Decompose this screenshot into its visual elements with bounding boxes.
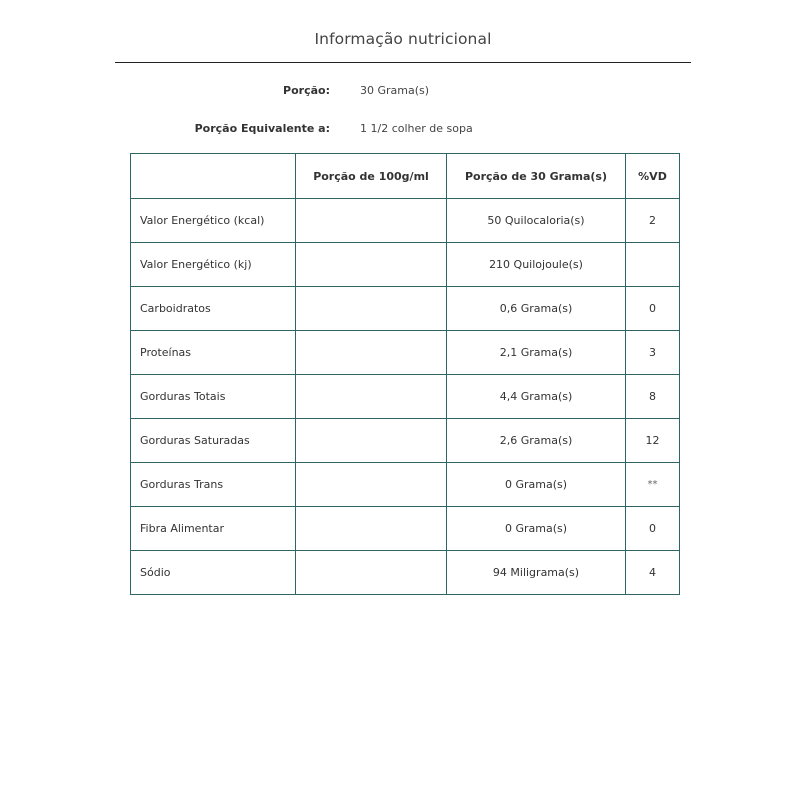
per-100-cell <box>296 551 447 595</box>
table-row <box>131 419 680 463</box>
title-divider <box>115 62 691 63</box>
vd-cell: 0 <box>626 287 680 331</box>
vd-cell: 12 <box>626 419 680 463</box>
table-row <box>131 463 680 507</box>
nutrient-cell: Sódio <box>131 551 296 595</box>
table-row <box>131 243 680 287</box>
nutrient-cell: Valor Energético (kj) <box>131 243 296 287</box>
per-portion-cell: 2,1 Grama(s) <box>447 331 626 375</box>
portion-value: 30 Grama(s) <box>360 84 430 97</box>
per-100-cell <box>296 375 447 419</box>
table-row <box>131 375 680 419</box>
page-title: Informação nutricional <box>314 30 492 48</box>
equivalent-value: 1 1/2 colher de sopa <box>360 122 473 135</box>
per-portion-cell: 2,6 Grama(s) <box>447 419 626 463</box>
per-portion-cell: 50 Quilocaloria(s) <box>447 199 626 243</box>
vd-cell: 8 <box>626 375 680 419</box>
per-portion-cell: 0 Grama(s) <box>447 507 626 551</box>
table-row <box>131 331 680 375</box>
per-100-cell <box>296 507 447 551</box>
per-portion-cell: 0,6 Grama(s) <box>447 287 626 331</box>
table-row <box>131 287 680 331</box>
header-per-100: Porção de 100g/ml <box>296 154 447 199</box>
per-100-cell <box>296 463 447 507</box>
vd-cell: 4 <box>626 551 680 595</box>
nutrient-cell: Proteínas <box>131 331 296 375</box>
vd-cell: 0 <box>626 507 680 551</box>
per-portion-cell: 210 Quilojoule(s) <box>447 243 626 287</box>
table-row <box>131 507 680 551</box>
vd-cell <box>626 243 680 287</box>
table-row <box>131 551 680 595</box>
nutrient-cell: Valor Energético (kcal) <box>131 199 296 243</box>
header-nutrient <box>131 154 296 199</box>
nutrition-table <box>130 153 680 595</box>
portion-label: Porção: <box>283 84 330 97</box>
per-portion-cell: 4,4 Grama(s) <box>447 375 626 419</box>
nutrient-cell: Fibra Alimentar <box>131 507 296 551</box>
table-header-row <box>131 154 680 199</box>
nutrient-cell: Carboidratos <box>131 287 296 331</box>
header-per-portion: Porção de 30 Grama(s) <box>447 154 626 199</box>
per-portion-cell: 94 Miligrama(s) <box>447 551 626 595</box>
nutrient-cell: Gorduras Totais <box>131 375 296 419</box>
header-vd: %VD <box>626 154 680 199</box>
per-100-cell <box>296 331 447 375</box>
per-100-cell <box>296 419 447 463</box>
nutrient-cell: Gorduras Saturadas <box>131 419 296 463</box>
nutrient-cell: Gorduras Trans <box>131 463 296 507</box>
vd-cell: 3 <box>626 331 680 375</box>
per-100-cell <box>296 199 447 243</box>
per-portion-cell: 0 Grama(s) <box>447 463 626 507</box>
table-row <box>131 199 680 243</box>
per-100-cell <box>296 287 447 331</box>
vd-cell: ** <box>626 463 680 507</box>
per-100-cell <box>296 243 447 287</box>
vd-cell: 2 <box>626 199 680 243</box>
equivalent-label: Porção Equivalente a: <box>194 122 330 135</box>
